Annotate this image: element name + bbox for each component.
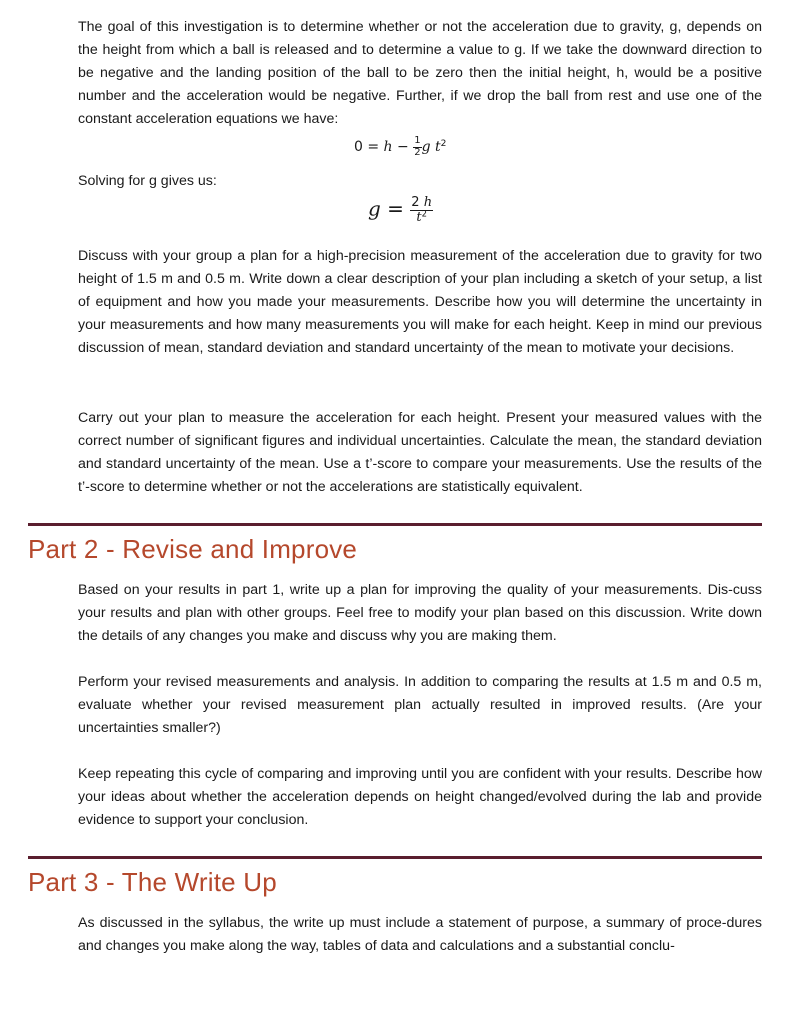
eq1-minus: − [392,139,414,155]
part2-perform-section [78,671,762,740]
eq2-g: g [368,196,381,221]
discuss-paragraph: Discuss with your group a plan for a high-precision measurement of the acceleration due to gravity for two height of 1.5 m and 0.5 m. Write down a clear description of your plan including a sketch of your setup, a list of equipment and how you made your measurements. Describe how you will determine the uncertainty in your measurements and how many measurements you will make for each height. Keep in mind our previous discussion of mean, standard deviation and standard uncertainty of the mean to motivate your decisions. [78,248,762,356]
eq1-exp: 2 [440,139,447,149]
part2-paragraph-1: Based on your results in part 1, write up a plan for improving the quality of your measurements. Dis-cuss your results and plan with other groups. Feel free to modify your plan based on this discussion. Write down the details of any changes you make and discuss why you are making them. [78,582,762,644]
eq2-den-exp: 2 [421,208,427,218]
intro-section [78,16,762,131]
eq1-frac-num: 1 [414,135,421,146]
eq2-equals: = [380,196,411,221]
equation-kinematic [354,136,446,158]
part2-heading: Part 2 - Revise and Improve [28,534,358,564]
eq1-h: h [383,139,393,155]
discuss-section [78,245,762,360]
part3-writeup-section [78,912,762,958]
carry-out-section [78,407,762,499]
eq1-left: 0 = [354,139,384,155]
eq1-g: g [421,139,431,155]
part3-heading: Part 3 - The Write Up [28,867,277,897]
section-divider-part3 [28,856,762,859]
equation-g [368,196,433,224]
eq2-num-h: h [423,195,433,210]
part2-plan-section [78,579,762,648]
eq2-num: 2 [411,195,420,210]
part2-paragraph-2: Perform your revised measurements and analysis. In addition to comparing the results at 1.5 m and 0.5 m, evaluate whether your revised measurement plan actually resulted in improved results. (Are your uncertainties smaller?) [78,674,762,736]
eq2-den-t: t [416,209,422,225]
eq2-denominator [410,208,433,225]
part2-repeat-section [78,763,762,832]
part2-paragraph-3: Keep repeating this cycle of comparing and improving until you are confident with your results. Describe how your ideas about whether the acceleration depends on height changed/evolved during the lab and provide evidence to support your conclusion. [78,766,762,828]
intro-paragraph: The goal of this investigation is to determine whether or not the acceleration due to gravity, g, depends on the height from which a ball is released and to determine a value to g. If we take the downward direction to be negative and the landing position of the ball to be zero then the initial height, h, would be a positive number and the acceleration would be negative. Further, if we drop the ball from rest and use one of the constant acceleration equations we have: [78,19,762,127]
eq1-frac-den: 2 [414,146,421,158]
solving-section [78,170,762,193]
part3-paragraph-1: As discussed in the syllabus, the write up must include a statement of purpose, a summary of proce-dures and changes you make along the way, tables of data and calculations and a substantial conclu- [78,915,762,954]
eq2-fraction [410,196,433,224]
eq1-fraction [413,136,421,158]
carry-out-paragraph: Carry out your plan to measure the acceleration for each height. Present your measured values with the correct number of significant figures and individual uncertainties. Calculate the mean, the standard deviation and standard uncertainty of the mean. Use a t’-score to compare your measurements. Use the results of the t’-score to determine whether or not the accelerations are statistically equivalent. [78,410,762,495]
solving-text: Solving for g gives us: [78,173,217,189]
eq1-t: t [435,139,441,155]
section-divider-part2 [28,523,762,526]
